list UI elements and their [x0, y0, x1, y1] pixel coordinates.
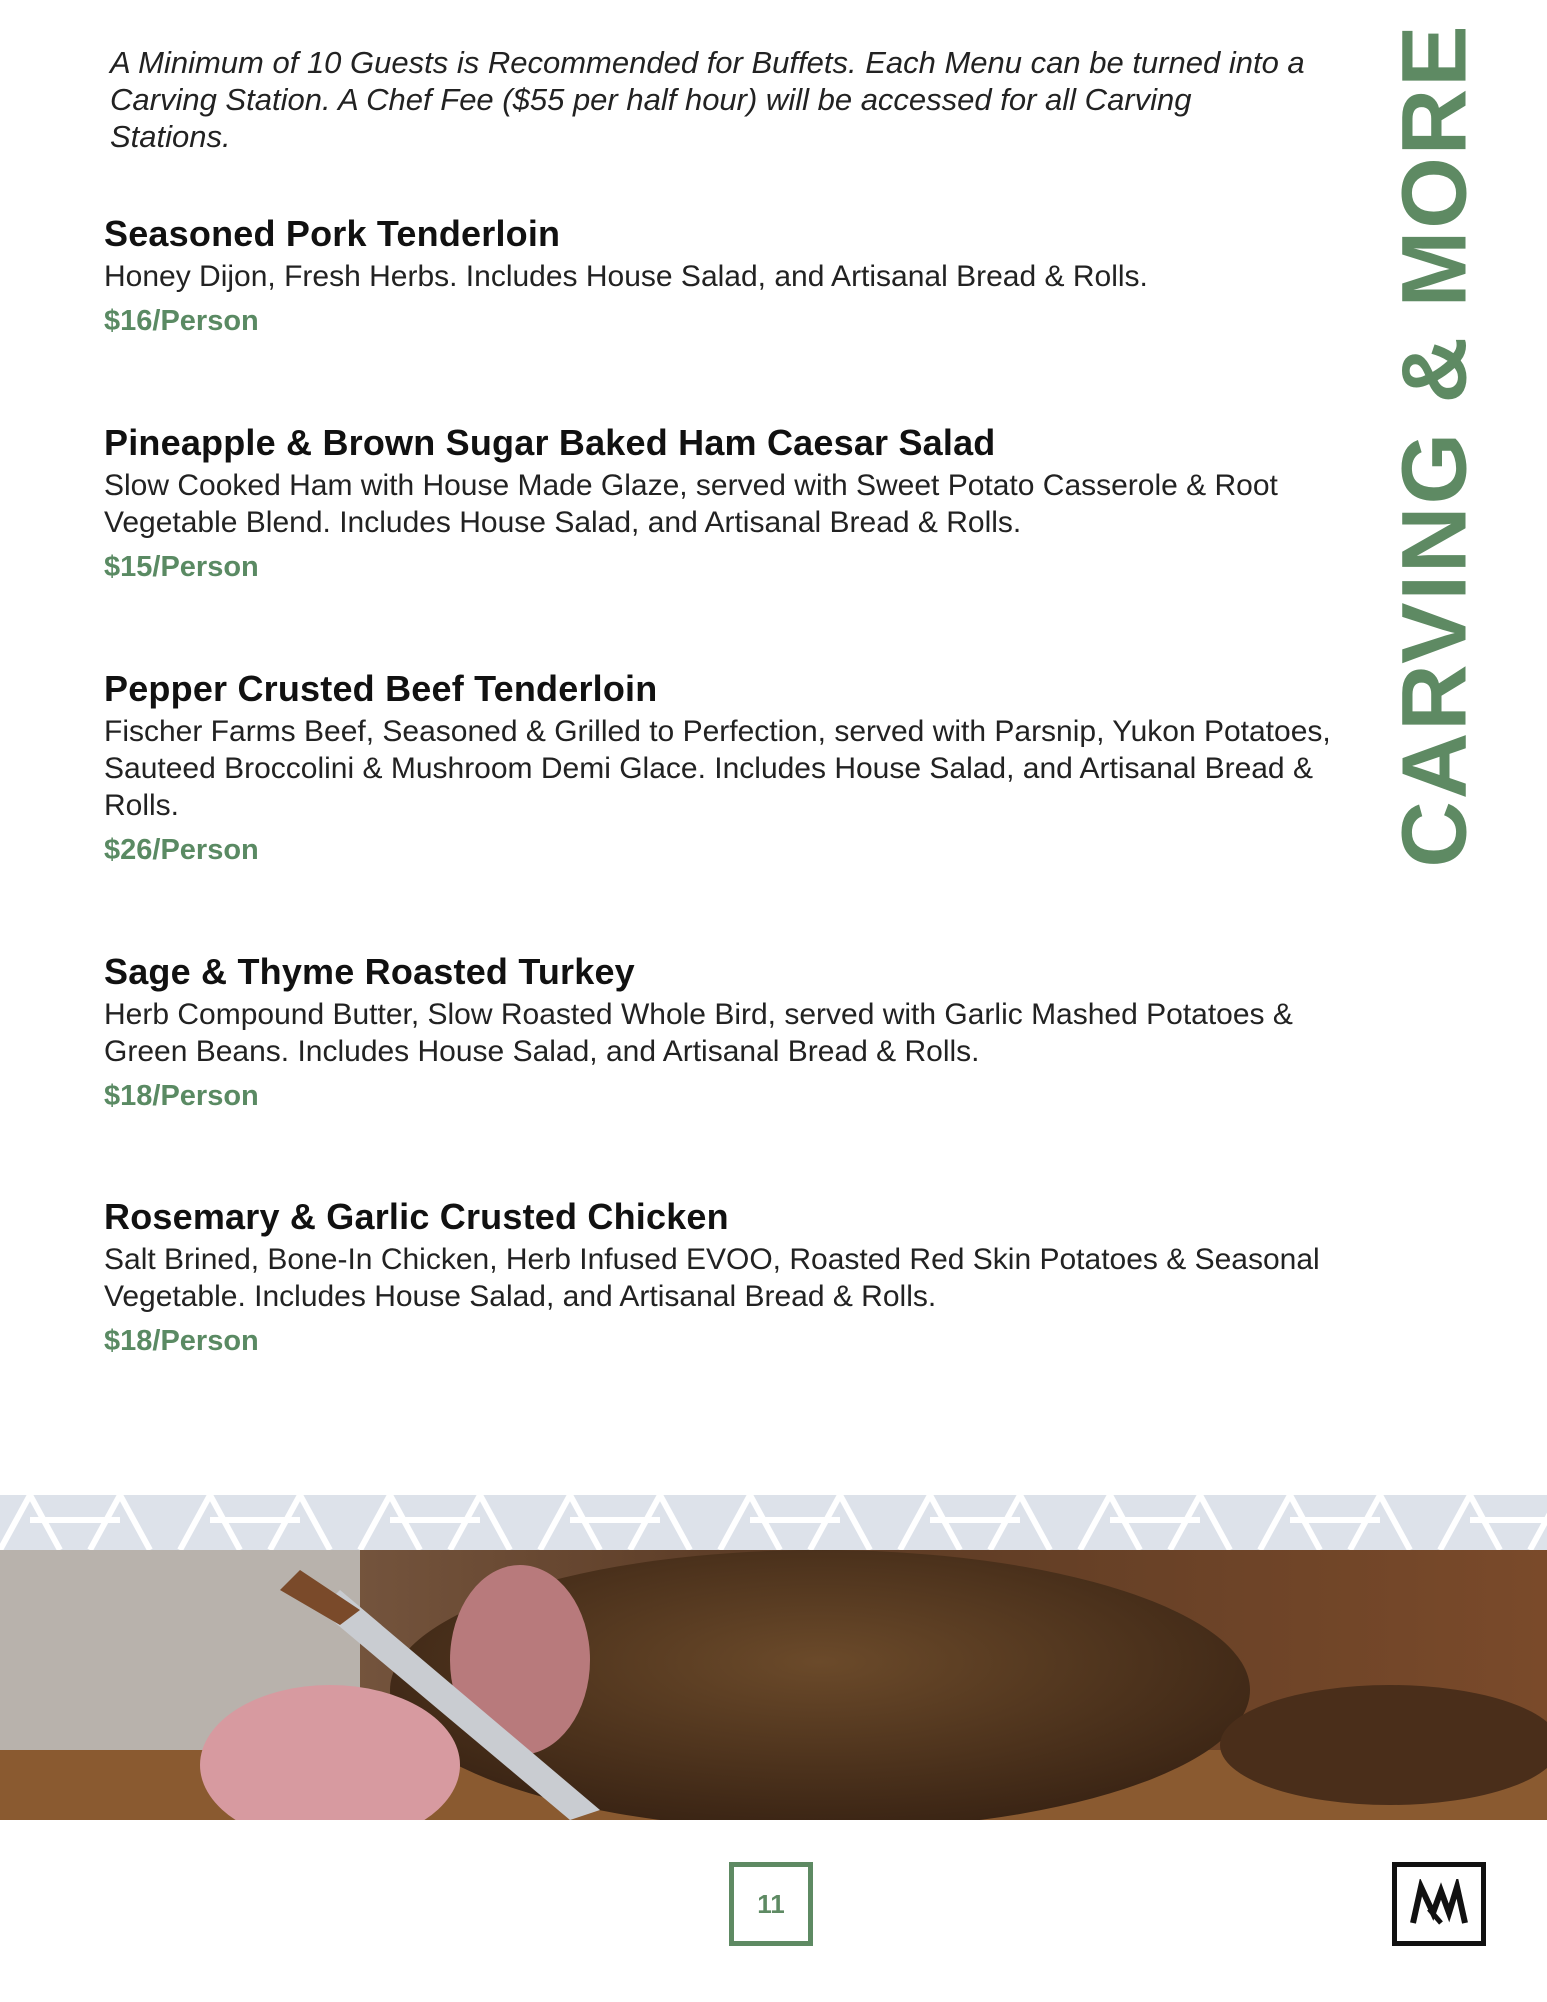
menu-item-description: Honey Dijon, Fresh Herbs. Includes House Salad, and Artisanal Bread & Rolls.: [104, 260, 1148, 293]
menu-item-price: $26/Person: [104, 834, 259, 866]
menu-item: [104, 667, 1334, 868]
menu-item-description: Herb Compound Butter, Slow Roasted Whole Bird, served with Garlic Mashed Potatoes & Green Beans. Includes House Salad, and Artisanal Bread & Rolls.: [104, 998, 1293, 1068]
roast-illustration: [0, 1550, 1547, 1820]
logo-monogram-icon: [1407, 1879, 1471, 1929]
menu-item-name: Seasoned Pork Tenderloin: [104, 213, 561, 254]
lattice-pattern: [0, 1495, 1547, 1550]
menu-item: [104, 1195, 1334, 1359]
carving-photo: [0, 1550, 1547, 1820]
menu-item: [104, 212, 1334, 339]
menu-item-description: Fischer Farms Beef, Seasoned & Grilled to Perfection, served with Parsnip, Yukon Potatoes, Sauteed Broccolini & Mushroom Demi Glace. Includes House Salad, and Artisanal Bread & Rolls.: [104, 715, 1331, 822]
section-title: [1375, 22, 1495, 868]
intro-note: A Minimum of 10 Guests is Recommended for Buffets. Each Menu can be turned into a Carving Station. A Chef Fee ($55 per half hour) will be accessed for all Carving Stations.: [110, 45, 1305, 154]
menu-item-price: $18/Person: [104, 1080, 259, 1112]
menu-item-price: $16/Person: [104, 305, 259, 337]
menu-item-name: Sage & Thyme Roasted Turkey: [104, 951, 635, 992]
page-number: 11: [729, 1862, 813, 1946]
decorative-pattern-band: [0, 1495, 1547, 1550]
menu-item-name: Pepper Crusted Beef Tenderloin: [104, 668, 658, 709]
section-title-text: CARVING & MORE: [1383, 22, 1486, 868]
menu-item-description: Salt Brined, Bone-In Chicken, Herb Infused EVOO, Roasted Red Skin Potatoes & Seasonal Vegetable. Includes House Salad, and Artisanal Bread & Rolls.: [104, 1243, 1320, 1313]
brand-logo: [1392, 1862, 1486, 1946]
menu-item-price: $15/Person: [104, 551, 259, 583]
menu-item-name: Rosemary & Garlic Crusted Chicken: [104, 1196, 729, 1237]
menu-item: [104, 950, 1334, 1114]
menu-item-description: Slow Cooked Ham with House Made Glaze, served with Sweet Potato Casserole & Root Vegetable Blend. Includes House Salad, and Artisanal Bread & Rolls.: [104, 469, 1278, 539]
menu-item-name: Pineapple & Brown Sugar Baked Ham Caesar Salad: [104, 422, 996, 463]
menu-item-price: $18/Person: [104, 1325, 259, 1357]
menu-item: [104, 421, 1334, 585]
